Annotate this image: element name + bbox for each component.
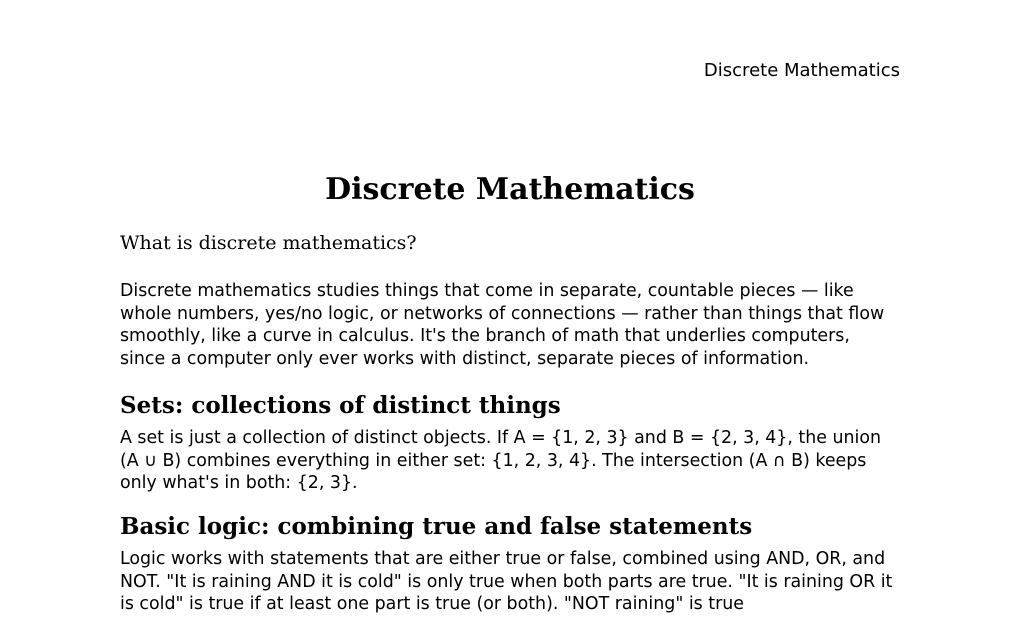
document-title: Discrete Mathematics xyxy=(325,172,695,207)
document-body xyxy=(120,170,900,633)
intro-paragraph: Discrete mathematics studies things that come in separate, countable pieces — like whole numbers, yes/no logic, or networks of connections — rather than things that flow smoothly, like a curve in calculus. It's the branch of math that underlies computers, since a computer only ever works with distinct, separate pieces of information. xyxy=(120,281,885,370)
section-logic xyxy=(120,512,900,616)
running-header: Discrete Mathematics xyxy=(703,60,900,81)
section-paragraph: Logic works with statements that are either true or false, combined using AND, OR, and NOT. "It is raining AND it is cold" is only true when both parts are true. "It is raining OR it is cold" is true if at least one part is true (or both). "NOT raining" is true xyxy=(120,548,893,615)
section-heading: Basic logic: combining true and false statements xyxy=(120,512,753,540)
document-subtitle: What is discrete mathematics? xyxy=(120,232,417,254)
section-heading: Sets: collections of distinct things xyxy=(120,391,561,419)
section-paragraph: A set is just a collection of distinct objects. If A = {1, 2, 3} and B = {2, 3, 4}, the union (A ∪ B) combines everything in either set: {1, 2, 3, 4}. The intersection (A ∩ B) keeps only what's in both: {2, 3}. xyxy=(120,427,882,494)
section-sets xyxy=(120,391,900,495)
